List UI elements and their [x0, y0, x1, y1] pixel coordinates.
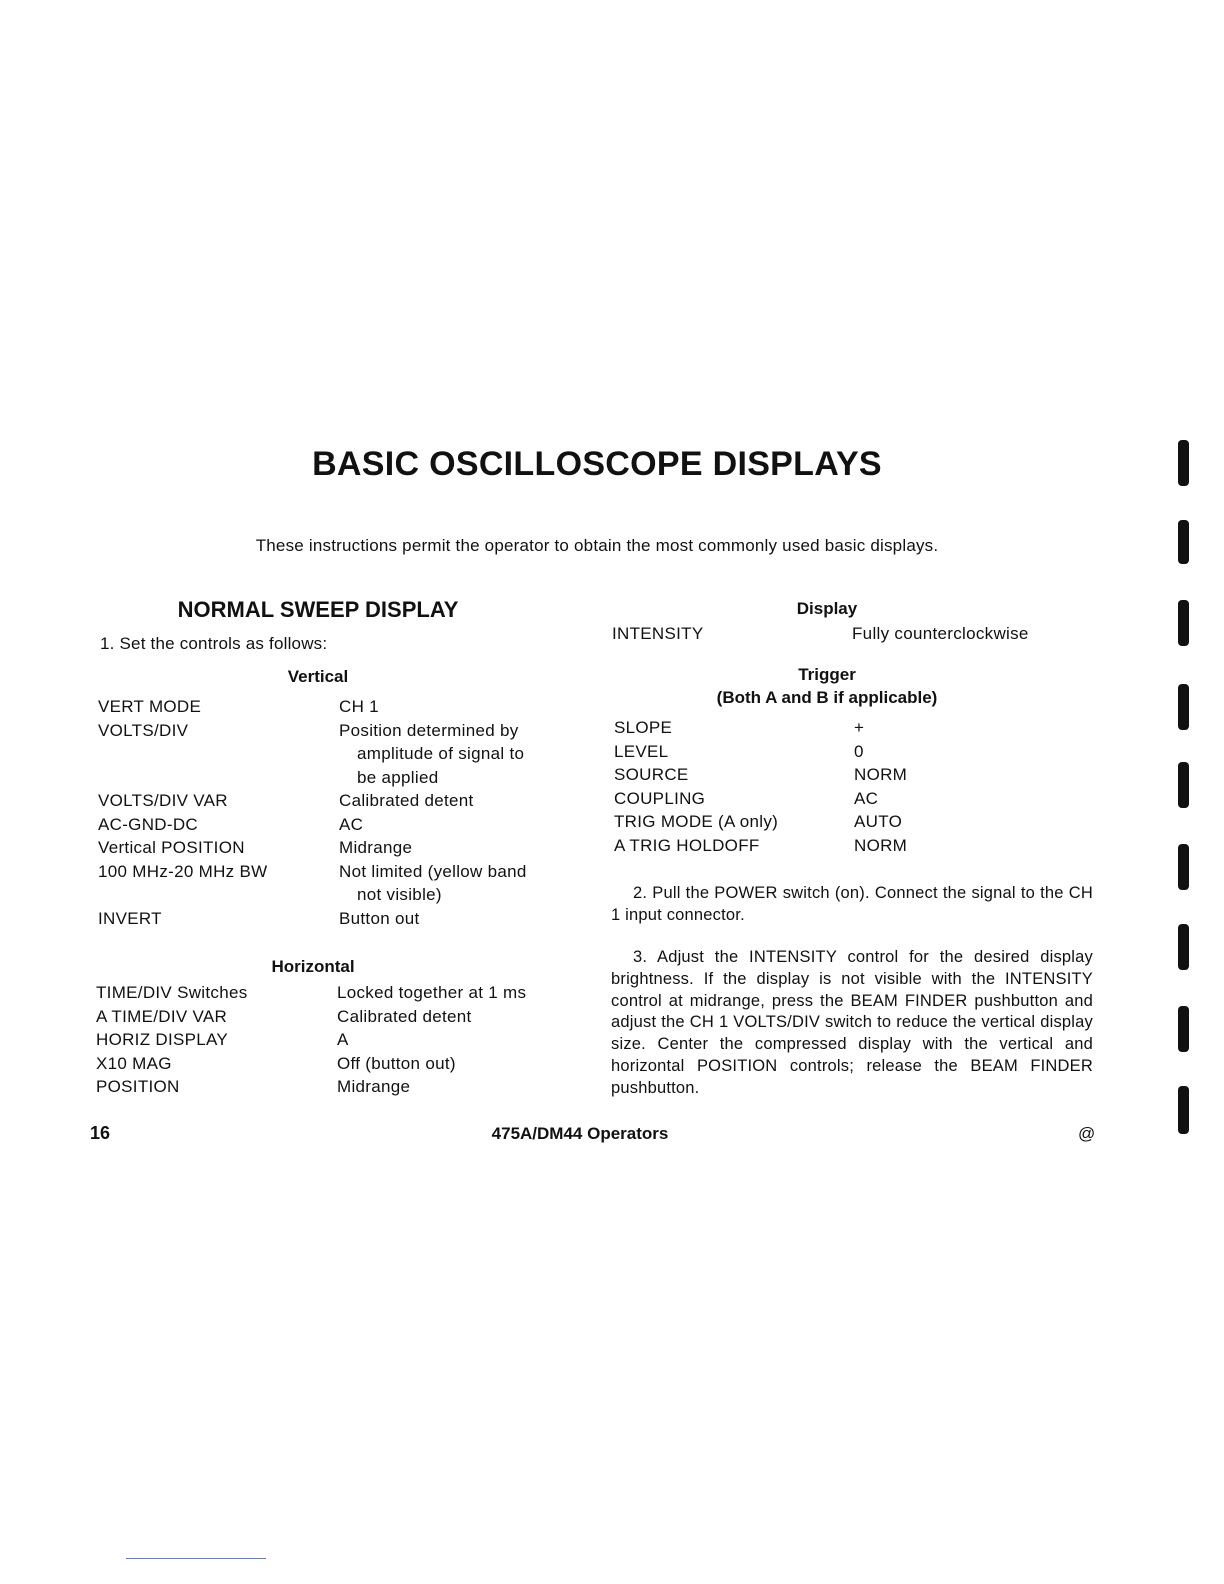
control-setting — [854, 834, 907, 858]
control-setting — [854, 763, 907, 787]
table-row — [614, 787, 1094, 811]
table-row — [98, 789, 568, 813]
control-setting — [339, 789, 474, 813]
page-number: 16 — [90, 1123, 111, 1143]
control-name: AC-GND-DC — [98, 814, 198, 834]
control-name: A TIME/DIV VAR — [96, 1006, 228, 1026]
table-row — [614, 716, 1094, 740]
table-row — [614, 740, 1094, 764]
control-setting — [854, 740, 864, 764]
control-setting — [339, 836, 412, 860]
table-row — [98, 813, 568, 837]
setting-continuation: be applied — [357, 767, 439, 787]
display-heading: Display — [796, 599, 858, 618]
horizontal-heading: Horizontal — [271, 957, 355, 976]
control-name: VOLTS/DIV — [98, 720, 189, 740]
table-row — [96, 1075, 566, 1099]
setting-text: AC — [854, 788, 879, 808]
edge-tab-mark — [1178, 440, 1189, 486]
setting-text: Fully counterclockwise — [852, 624, 1029, 643]
setting-text: NORM — [854, 765, 908, 784]
step-2-text: 2. Pull the POWER switch (on). Connect the signal to the CH 1 input connector. — [611, 884, 1093, 924]
control-name: SLOPE — [614, 718, 673, 737]
table-row — [98, 907, 568, 931]
control-name: INTENSITY — [612, 624, 704, 643]
setting-continuation: amplitude of signal to — [357, 744, 525, 763]
vertical-heading: Vertical — [287, 667, 349, 686]
setting-text: Calibrated detent — [339, 791, 474, 810]
table-row — [98, 719, 568, 790]
edge-tab-mark — [1178, 684, 1189, 730]
edge-tab-mark — [1178, 600, 1189, 646]
footer-symbol: @ — [1078, 1124, 1096, 1143]
table-row — [98, 695, 568, 719]
control-name: INVERT — [98, 908, 162, 928]
control-setting — [337, 1028, 349, 1052]
control-name: LEVEL — [614, 741, 669, 761]
setting-text: CH 1 — [339, 697, 379, 716]
table-row — [612, 622, 1092, 646]
control-setting — [339, 813, 363, 837]
setting-text: AC — [339, 814, 364, 834]
edge-tab-mark — [1178, 520, 1189, 564]
scan-artifact-line — [126, 1558, 266, 1559]
setting-text: Midrange — [339, 838, 413, 857]
control-name: VERT MODE — [98, 697, 202, 716]
page-title: BASIC OSCILLOSCOPE DISPLAYS — [312, 445, 882, 483]
control-name: X10 MAG — [96, 1053, 172, 1073]
control-setting — [337, 1005, 472, 1029]
control-setting — [854, 716, 864, 740]
setting-text: Calibrated detent — [337, 1006, 472, 1026]
control-setting — [854, 810, 902, 834]
table-row — [614, 810, 1094, 834]
setting-text: Midrange — [337, 1077, 411, 1096]
control-setting — [337, 981, 526, 1005]
table-row — [96, 981, 566, 1005]
edge-tab-mark — [1178, 924, 1189, 970]
setting-text: Locked together at 1 ms — [337, 983, 527, 1002]
setting-text: Position determined by — [339, 720, 519, 740]
control-name: TIME/DIV Switches — [96, 983, 248, 1002]
control-name: COUPLING — [614, 788, 706, 808]
edge-tab-mark — [1178, 1086, 1189, 1134]
intro-text: These instructions permit the operator to obtain the most commonly used basic displays. — [255, 536, 939, 555]
control-setting — [854, 787, 878, 811]
setting-text: 0 — [854, 741, 864, 761]
control-setting — [339, 695, 379, 719]
section-heading: NORMAL SWEEP DISPLAY — [177, 597, 459, 622]
control-name: SOURCE — [614, 765, 689, 784]
table-row — [98, 836, 568, 860]
control-name: A TRIG HOLDOFF — [614, 835, 760, 855]
step-1-text: 1. Set the controls as follows: — [100, 634, 328, 653]
control-setting — [337, 1052, 456, 1076]
control-setting — [339, 907, 420, 931]
table-row — [96, 1005, 566, 1029]
control-setting — [852, 622, 1029, 646]
table-row — [614, 834, 1094, 858]
setting-text: Button out — [339, 908, 420, 928]
manual-title: 475A/DM44 Operators — [491, 1124, 669, 1143]
table-row — [96, 1028, 566, 1052]
control-name: TRIG MODE (A only) — [614, 812, 779, 831]
setting-text: NORM — [854, 835, 908, 855]
edge-tab-mark — [1178, 844, 1189, 890]
control-name: VOLTS/DIV VAR — [98, 791, 228, 810]
control-name: Vertical POSITION — [98, 838, 245, 857]
trigger-heading: Trigger — [798, 665, 856, 684]
setting-text: A — [337, 1030, 349, 1049]
edge-tab-mark — [1178, 762, 1189, 808]
trigger-subheading: (Both A and B if applicable) — [716, 688, 938, 707]
setting-text: AUTO — [854, 812, 903, 831]
table-row — [614, 763, 1094, 787]
setting-continuation: not visible) — [357, 885, 442, 904]
control-setting — [339, 719, 524, 790]
control-name: HORIZ DISPLAY — [96, 1030, 229, 1049]
setting-text: + — [854, 718, 865, 737]
table-row — [98, 860, 568, 907]
edge-tab-mark — [1178, 1006, 1189, 1052]
setting-text: Not limited (yellow band — [339, 861, 527, 881]
control-name: POSITION — [96, 1077, 180, 1096]
control-setting — [337, 1075, 410, 1099]
control-setting — [339, 860, 527, 907]
control-name: 100 MHz-20 MHz BW — [98, 861, 268, 881]
table-row — [96, 1052, 566, 1076]
setting-text: Off (button out) — [337, 1053, 456, 1073]
step-3-text: 3. Adjust the INTENSITY control for the desired display brightness. If the display is not visible with the INTENSITY control at midrange, press the BEAM FINDER pushbutton and adjust the CH 1 VOLTS/DIV switch to reduce the vertical display size. Center the compressed display with the vertical and horizontal POSITION controls; release the BEAM FINDER pushbutton. — [611, 948, 1093, 1097]
